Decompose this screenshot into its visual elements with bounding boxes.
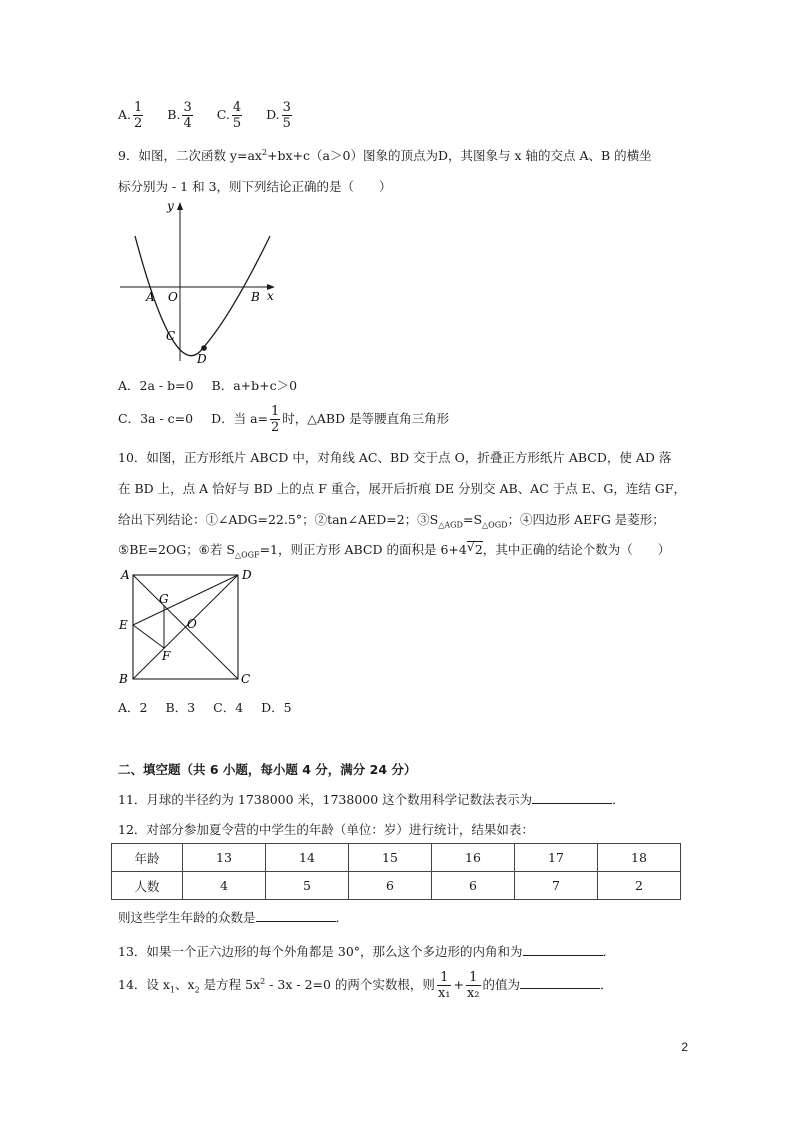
label-C: C	[166, 329, 176, 343]
crease-de	[133, 575, 238, 625]
label-A: A	[121, 568, 130, 582]
q9-option-c: C．3a - c=0	[118, 411, 194, 426]
page-number: 2	[681, 1040, 688, 1054]
q9-option-d: D．当 a= $\frac{1}{2}$ 时，△ABD 是等腰直角三角形	[211, 404, 450, 435]
q12-question: 则这些学生年龄的众数是 ．	[118, 910, 349, 925]
q12-stem: 12．对部分参加夏令营的中学生的年龄（单位：岁）进行统计，结果如表：	[118, 822, 534, 837]
q10-option-d: D．5	[261, 700, 292, 715]
q8-option-b: B. $\frac{3}{4}$	[167, 100, 192, 131]
label-D: D	[242, 568, 252, 582]
q10-stem-line1: 10．如图，正方形纸片 ABCD 中，对角线 AC、BD 交于点 O，折叠正方形纸片 ABCD，使 AD 落	[118, 450, 672, 465]
label-E: E	[119, 618, 128, 632]
q13: 13．如果一个正六边形的每个外角都是 30°，那么这个多边形的内角和为 ．	[118, 944, 616, 959]
label-F: F	[162, 649, 171, 663]
q10-option-c: C．4	[213, 700, 244, 715]
q10-options	[118, 698, 310, 716]
segment-ef	[133, 625, 164, 648]
label-O: O	[187, 617, 197, 631]
label-G: G	[159, 592, 169, 606]
q10-square-figure	[113, 565, 258, 687]
sqrt-radical: √ 2	[466, 539, 483, 557]
q8-options	[118, 100, 312, 131]
q8-option-a: A. $\frac{1}{2}$	[118, 100, 143, 131]
q12-age-table	[111, 843, 681, 900]
label-D: D	[197, 352, 207, 366]
answer-blank	[532, 791, 612, 804]
label-x: x	[267, 289, 274, 303]
label-C: C	[241, 672, 251, 686]
section-heading: 二、填空题（共 6 小题，每小题 4 分，满分 24 分）	[118, 762, 417, 777]
q9-options-cd	[118, 404, 449, 435]
q10-stem-line2: 在 BD 上，点 A 恰好与 BD 上的点 F 重合，展开后折痕 DE 分别交 AB、AC 于点 E、G，连结 GF，	[118, 481, 686, 496]
y-axis-arrow-icon	[177, 202, 183, 210]
q10-stem-line4: ⑤BE=2OG；⑥若 $S_{\triangle OGF}=1$，则正方形 ABCD 的面积是 6+4 √ 2，其中正确的结论个数为（ ）	[118, 539, 671, 560]
q9-options-ab	[118, 376, 297, 394]
q11: 11．月球的半径约为 1738000 米，1738000 这个数用科学记数法表示为 ．	[118, 792, 625, 807]
parabola-curve	[135, 236, 270, 356]
q8-option-d: D. $\frac{3}{5}$	[266, 100, 291, 131]
q10-option-a: A．2	[118, 700, 148, 715]
table-row: 年龄 13 14 15 16 17 18	[112, 844, 681, 872]
label-A: A	[146, 290, 155, 304]
q14: 14．设 $x_1$、$x_2$ 是方程 $5x^2 - 3x - 2=0$ 的两个实数根，则 $\frac{1}{\text{x₁}}$ + $\frac{1}{\text{x₂}}$ 的值为 ．	[118, 970, 613, 1001]
answer-blank	[256, 909, 336, 922]
label-B: B	[251, 290, 260, 304]
q9-option-b: B．a+b+c＞0	[211, 378, 298, 393]
label-B: B	[119, 672, 128, 686]
label-O: O	[168, 290, 178, 304]
label-y: y	[167, 199, 174, 213]
q8-option-c: C. $\frac{4}{5}$	[216, 100, 242, 131]
q9-stem-line1: 9．如图，二次函数 $y=ax^2+bx+c(a>0)$图象的顶点为D，其图象与 x 轴的交点 A、B 的横坐	[118, 147, 652, 163]
q9-parabola-figure	[115, 196, 280, 366]
vertex-point	[201, 345, 207, 351]
answer-blank	[520, 976, 600, 989]
q10-stem-line3: 给出下列结论：①∠ADG=22.5°；②tan∠AED=2；$③S_{\triangle AGD}=S_{\triangle OGD}$；④四边形 AEFG 是菱形；	[118, 512, 665, 530]
q10-option-b: B．3	[165, 700, 196, 715]
q9-option-a: A．2a - b=0	[118, 378, 194, 393]
q9-stem-line2: 标分别为 - 1 和 3，则下列结论正确的是（ ）	[118, 179, 392, 194]
answer-blank	[523, 943, 603, 956]
table-row: 人数 4 5 6 6 7 2	[112, 872, 681, 900]
